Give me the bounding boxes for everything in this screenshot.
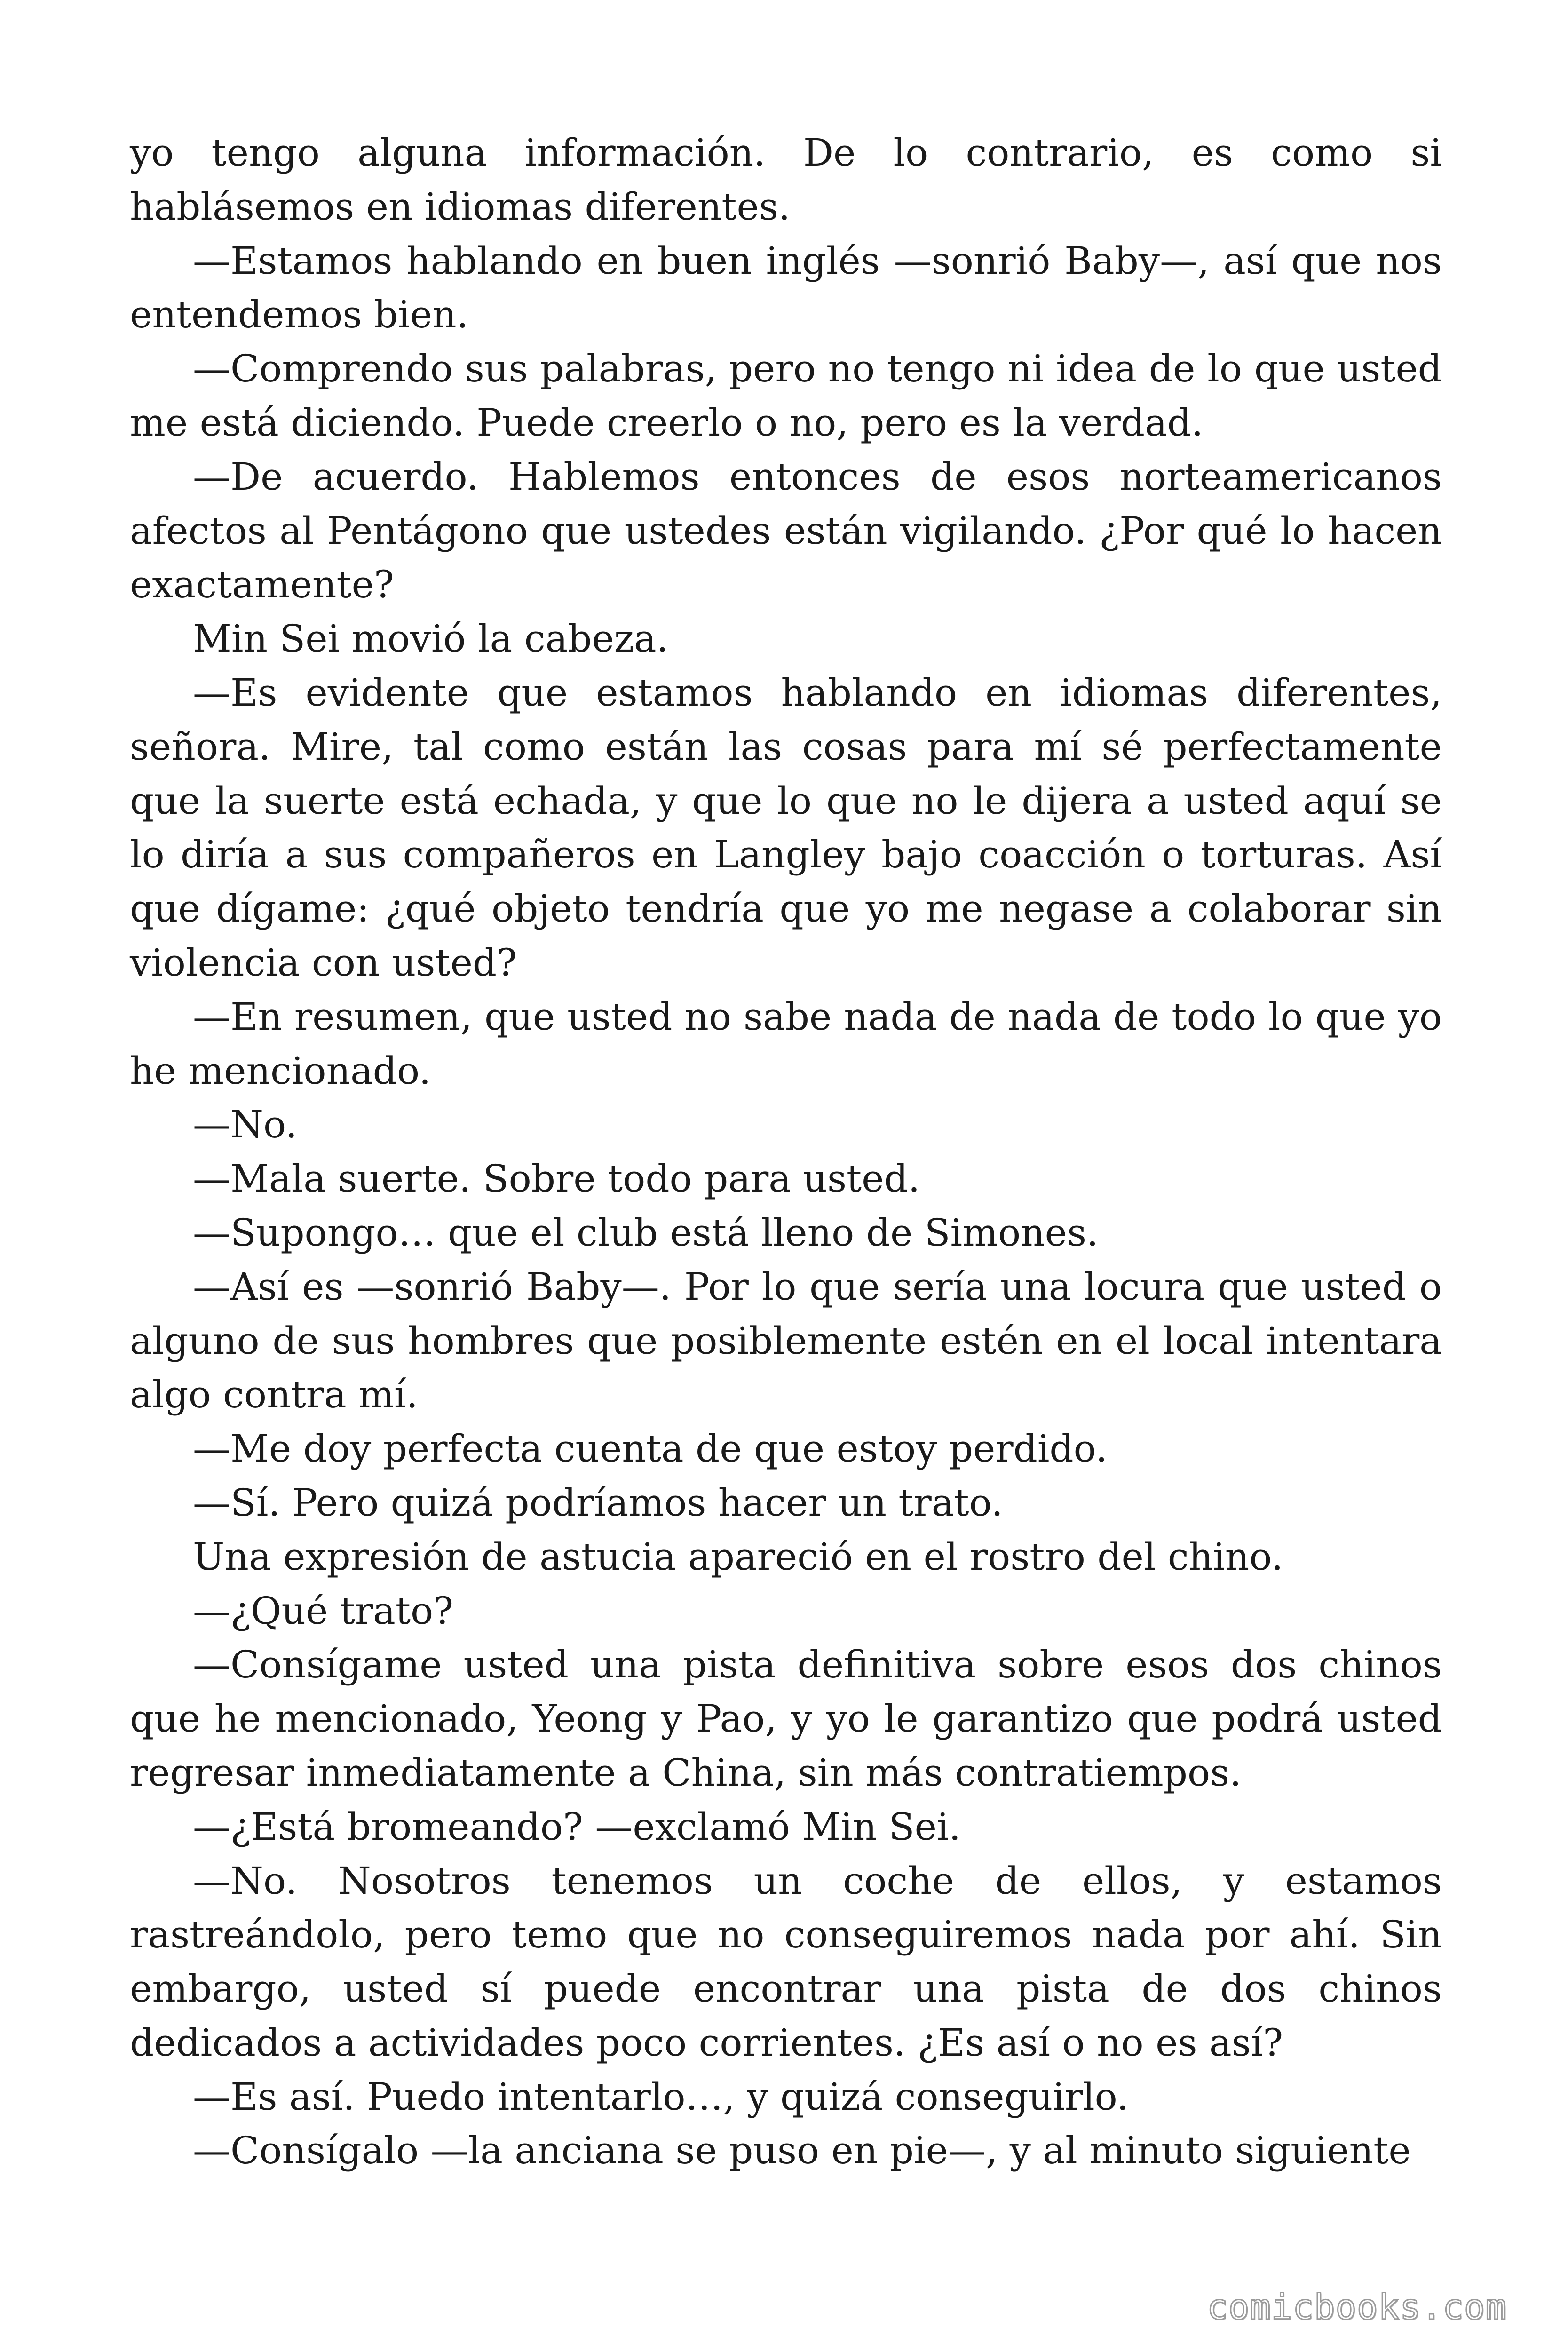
paragraph-8: —No. xyxy=(193,1103,298,1147)
paragraph-19: —Es así. Puedo intentarlo…, y quizá conseguirlo. xyxy=(193,2074,1129,2119)
paragraph-14: Una expresión de astucia apareció en el rostro del chino. xyxy=(193,1534,1283,1579)
paragraph-16: —Consígame usted una pista definitiva sobre esos dos chinos que he mencionado, Yeong y Pao, y yo le garantizo que podrá usted regresar inmediatamente a China, sin más contratiempos. xyxy=(130,1643,1442,1795)
paragraph-11: —Así es —sonrió Baby—. Por lo que sería una locura que usted o alguno de sus hombres que posiblemente estén en el local intentara algo contra mí. xyxy=(130,1264,1442,1417)
paragraph-18: —No. Nosotros tenemos un coche de ellos, y estamos rastreándolo, pero temo que no conseguiremos nada por ahí. Sin embargo, usted sí puede encontrar una pista de dos chinos dedicados a actividades poco corrientes. ¿Es así o no es así? xyxy=(130,1859,1442,2065)
paragraph-20: —Consígalo —la anciana se puso en pie—, y al minuto siguiente xyxy=(193,2129,1411,2173)
paragraph-5: Min Sei movió la cabeza. xyxy=(193,617,669,661)
watermark-text: comicbooks.com xyxy=(1207,2287,1507,2328)
paragraph-3: —Comprendo sus palabras, pero no tengo ni idea de lo que usted me está diciendo. Puede creerlo o no, pero es la verdad. xyxy=(130,347,1442,445)
paragraph-13: —Sí. Pero quizá podríamos hacer un trato. xyxy=(193,1480,1003,1525)
paragraph-9: —Mala suerte. Sobre todo para usted. xyxy=(193,1157,920,1201)
paragraph-1: yo tengo alguna información. De lo contrario, es como si hablásemos en idiomas diferentes. xyxy=(130,131,1442,229)
paragraph-2: —Estamos hablando en buen inglés —sonrió Baby—, así que nos entendemos bien. xyxy=(130,238,1442,337)
paragraph-15: —¿Qué trato? xyxy=(193,1589,454,1633)
paragraph-4: —De acuerdo. Hablemos entonces de esos norteamericanos afectos al Pentágono que ustedes están vigilando. ¿Por qué lo hacen exactamente? xyxy=(130,454,1442,607)
paragraph-17: —¿Está bromeando? —exclamó Min Sei. xyxy=(193,1804,961,1849)
paragraph-12: —Me doy perfecta cuenta de que estoy perdido. xyxy=(193,1427,1108,1471)
page-body-text xyxy=(130,126,1442,2178)
paragraph-7: —En resumen, que usted no sabe nada de nada de todo lo que yo he mencionado. xyxy=(130,994,1442,1093)
paragraph-6: —Es evidente que estamos hablando en idiomas diferentes, señora. Mire, tal como están las cosas para mí sé perfectamente que la suerte está echada, y que lo que no le dijera a usted aquí se lo diría a sus compañeros en Langley bajo coacción o torturas. Así que dígame: ¿qué objeto tendría que yo me negase a colaborar sin violencia con usted? xyxy=(130,670,1442,985)
paragraph-10: —Supongo… que el club está lleno de Simones. xyxy=(193,1210,1099,1255)
